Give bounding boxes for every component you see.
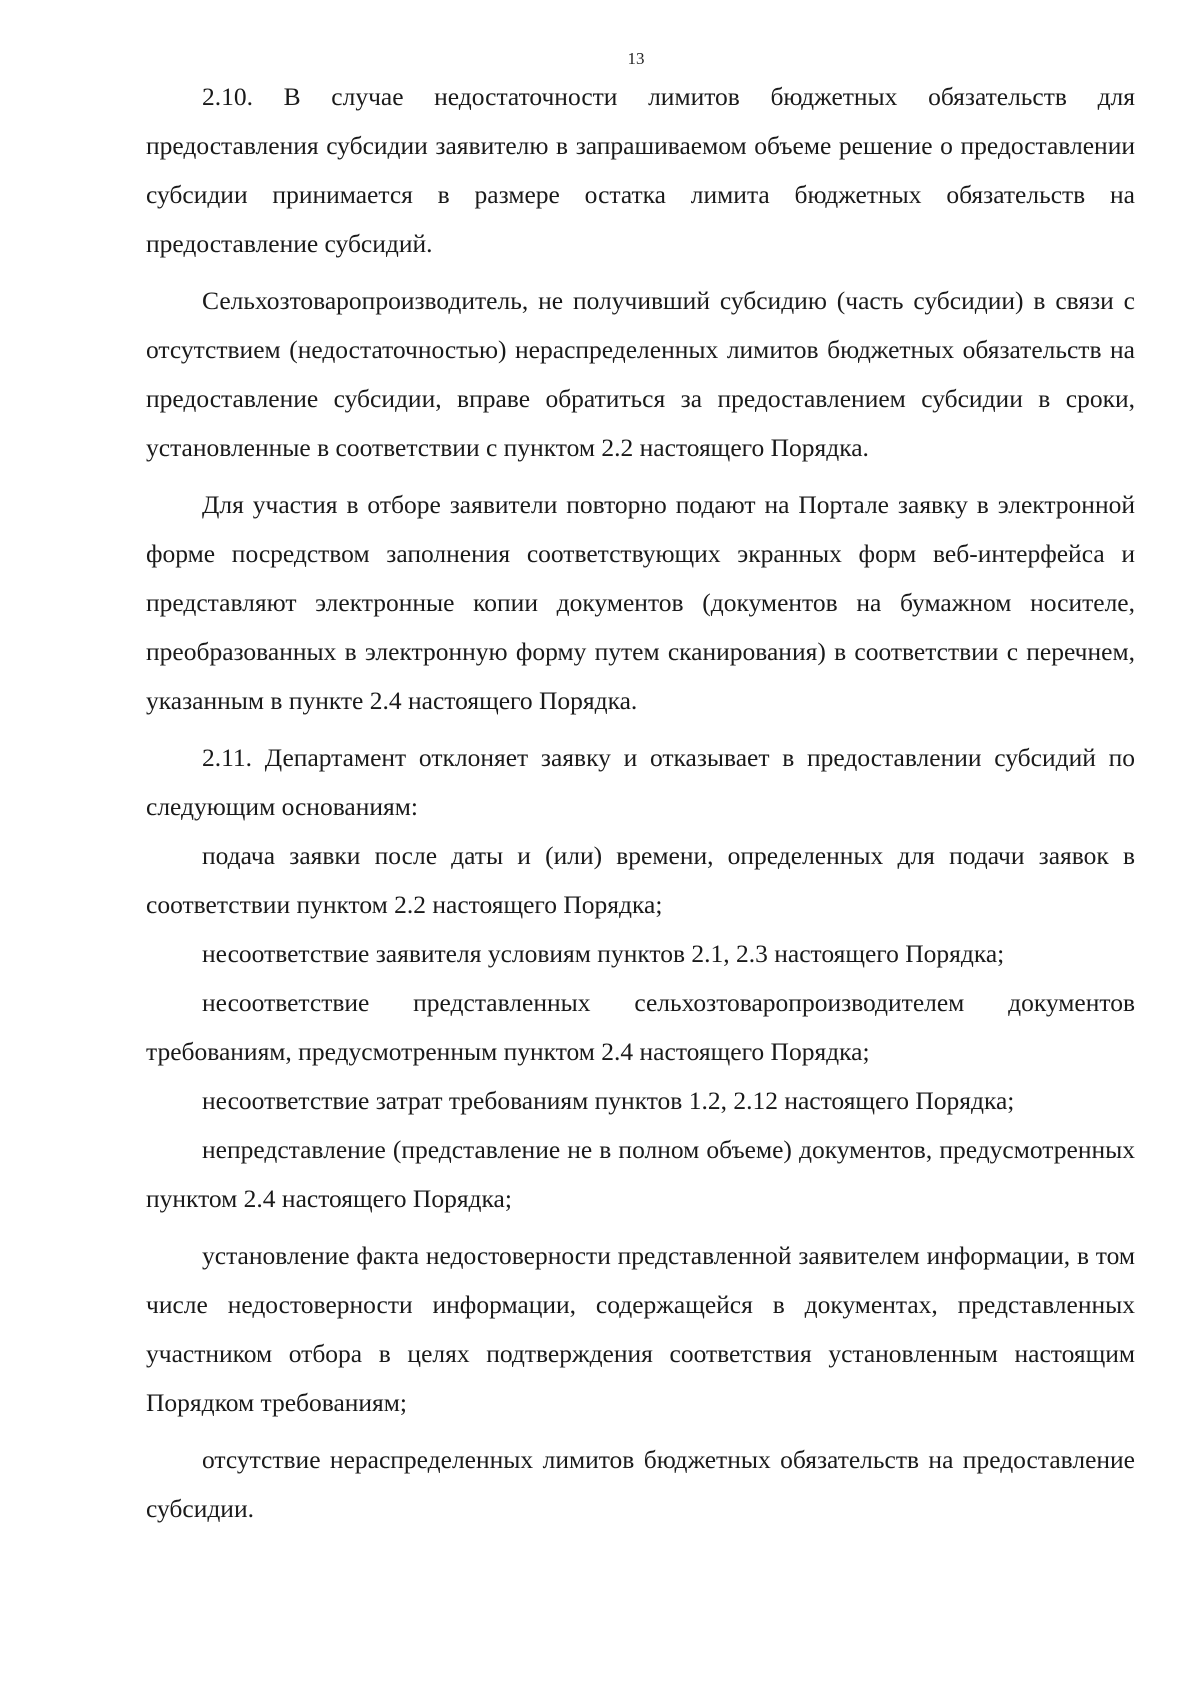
paragraph-2-11: 2.11. Департамент отклоняет заявку и отказывает в предоставлении субсидий по следующим основаниям: bbox=[146, 743, 1135, 821]
list-item-false-information: установление факта недостоверности представленной заявителем информации, в том числе недостоверности информации, содержащейся в документах, представленных участником отбора в целях подтверждения соответствия установленным настоящим Порядком требованиям; bbox=[146, 1241, 1135, 1417]
paragraph-unfunded-producer: Сельхозтоваропроизводитель, не получивший субсидию (часть субсидии) в связи с отсутствием (недостаточностью) нераспределенных лимитов бюджетных обязательств на предоставление субсидии, вправе обратиться за предоставлением субсидии в сроки, установленные в соответствии с пунктом 2.2 настоящего Порядка. bbox=[146, 286, 1135, 462]
list-item-documents-mismatch: несоответствие представленных сельхозтоваропроизводителем документов требованиям, предусмотренным пунктом 2.4 настоящего Порядка; bbox=[146, 988, 1135, 1066]
page-number: 13 bbox=[627, 49, 645, 68]
list-item-costs-mismatch: несоответствие затрат требованиям пунктов 1.2, 2.12 настоящего Порядка; bbox=[202, 1086, 1015, 1115]
list-item-applicant-mismatch: несоответствие заявителя условиям пунктов 2.1, 2.3 настоящего Порядка; bbox=[202, 939, 1005, 968]
paragraph-2-10: 2.10. В случае недостаточности лимитов бюджетных обязательств для предоставления субсидии заявителю в запрашиваемом объеме решение о предоставлении субсидии принимается в размере остатка лимита бюджетных обязательств на предоставление субсидий. bbox=[146, 82, 1135, 258]
list-item-no-limits: отсутствие нераспределенных лимитов бюджетных обязательств на предоставление субсидии. bbox=[146, 1445, 1135, 1523]
paragraph-resubmission: Для участия в отборе заявители повторно подают на Портале заявку в электронной форме посредством заполнения соответствующих экранных форм веб-интерфейса и представляют электронные копии документов (документов на бумажном носителе, преобразованных в электронную форму путем сканирования) в соответствии с перечнем, указанным в пункте 2.4 настоящего Порядка. bbox=[146, 490, 1135, 715]
list-item-late-submission: подача заявки после даты и (или) времени, определенных для подачи заявок в соответствии пунктом 2.2 настоящего Порядка; bbox=[146, 841, 1135, 919]
list-item-documents-missing: непредставление (представление не в полном объеме) документов, предусмотренных пунктом 2.4 настоящего Порядка; bbox=[146, 1135, 1135, 1213]
document-body bbox=[146, 72, 1135, 1533]
